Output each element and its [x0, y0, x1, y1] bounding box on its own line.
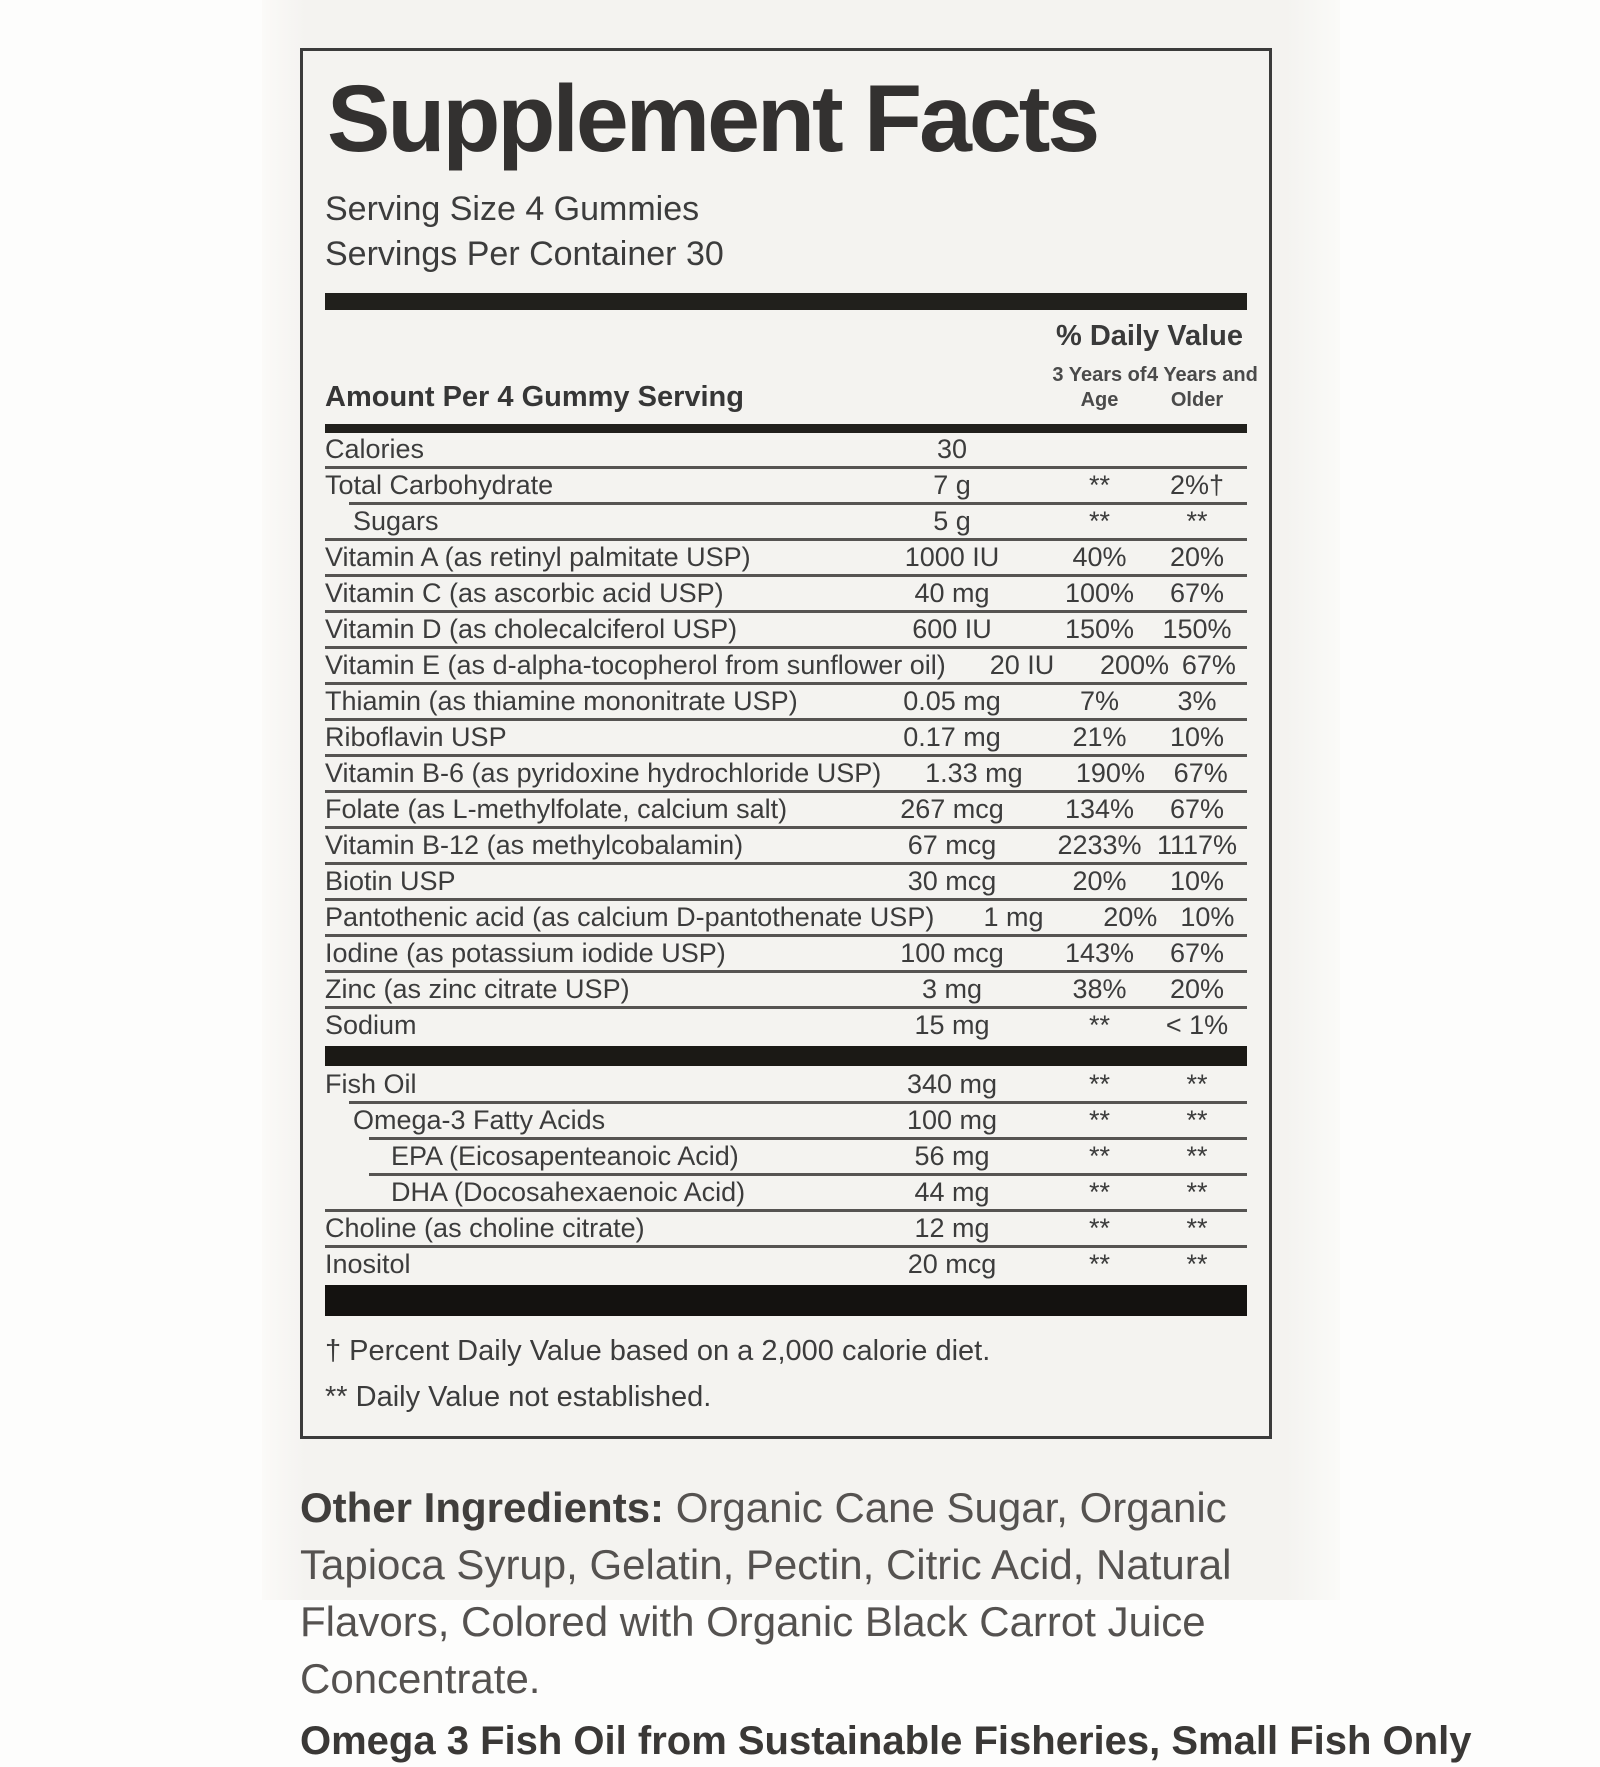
separator-bar: [325, 424, 1247, 433]
column-header-4-years: [1147, 363, 1258, 413]
daily-value-4-years: 3%: [1177, 686, 1217, 716]
nutrient-amount: 1 mg: [983, 902, 1044, 932]
nutrient-name: Total Carbohydrate: [325, 470, 554, 500]
column-header-line: Age: [1080, 389, 1119, 411]
daily-value-3-years: **: [1088, 1010, 1110, 1040]
nutrient-name: Zinc (as zinc citrate USP): [325, 974, 630, 1004]
nutrient-name: Sugars: [353, 506, 439, 536]
table-row: [325, 937, 1247, 970]
table-row: [325, 1104, 1247, 1137]
amount-per-serving-header: Amount Per 4 Gummy Serving: [325, 381, 744, 413]
nutrient-name: Biotin USP: [325, 866, 456, 896]
nutrient-amount: 15 mg: [914, 1010, 990, 1040]
daily-value-3-years: 21%: [1072, 722, 1127, 752]
nutrient-amount: 5 g: [933, 506, 971, 536]
table-row: [325, 1140, 1247, 1173]
daily-value-3-years: 150%: [1064, 614, 1135, 644]
daily-value-3-years: 190%: [1075, 758, 1145, 788]
nutrient-name: Riboflavin USP: [325, 722, 507, 752]
daily-value-4-years: 150%: [1162, 614, 1232, 644]
daily-value-4-years: **: [1186, 1069, 1208, 1099]
nutrient-name: Thiamin (as thiamine mononitrate USP): [325, 686, 798, 716]
sustainability-note: Omega 3 Fish Oil from Sustainable Fisheries, Small Fish Only: [300, 1719, 1472, 1763]
daily-value-3-years: **: [1088, 470, 1110, 500]
daily-value-3-years: 20%: [1103, 902, 1158, 932]
table-row: [325, 613, 1247, 646]
daily-value-4-years: 10%: [1180, 902, 1235, 932]
nutrient-name: Vitamin D (as cholecalciferol USP): [325, 614, 738, 644]
column-header-line: 3 Years of: [1052, 364, 1147, 386]
nutrient-name: Vitamin E (as d-alpha-tocopherol from sunflower oil): [325, 650, 946, 680]
daily-value-4-years: **: [1186, 1105, 1208, 1135]
other-ingredients-label: Other Ingredients:: [300, 1484, 665, 1531]
table-row: [325, 793, 1247, 826]
daily-value-4-years: 67%: [1169, 938, 1225, 968]
nutrient-name: Vitamin C (as ascorbic acid USP): [325, 578, 724, 608]
daily-value-3-years: 200%: [1099, 650, 1170, 680]
daily-value-3-years: 38%: [1072, 974, 1127, 1004]
daily-value-4-years: **: [1186, 1249, 1208, 1279]
nutrient-name: Pantothenic acid (as calcium D-pantothenate USP): [325, 902, 935, 932]
table-row: [325, 469, 1247, 502]
column-header-line: Older: [1170, 389, 1224, 411]
table-row: [325, 541, 1247, 574]
daily-value-4-years: 10%: [1169, 866, 1225, 896]
servings-per-container-line: Servings Per Container 30: [325, 235, 724, 273]
table-row: [325, 757, 1247, 790]
daily-value-3-years: **: [1088, 1105, 1110, 1135]
nutrient-name: Folate (as L-methylfolate, calcium salt): [325, 794, 788, 824]
table-row: [325, 1068, 1247, 1101]
table-row: [325, 721, 1247, 754]
nutrient-name: Vitamin A (as retinyl palmitate USP): [325, 542, 751, 572]
panel-title: Supplement Facts: [327, 66, 1098, 172]
daily-value-3-years: 2233%: [1057, 830, 1142, 860]
table-row: [325, 577, 1247, 610]
nutrient-amount: 30 mcg: [907, 866, 997, 896]
daily-value-4-years: 2%†: [1169, 470, 1225, 500]
daily-value-4-years: **: [1186, 1177, 1208, 1207]
daily-value-3-years: **: [1088, 1177, 1110, 1207]
separator-bar: [325, 1285, 1247, 1316]
table-row: [325, 973, 1247, 1006]
daily-value-3-years: 7%: [1079, 686, 1120, 716]
daily-value-4-years: **: [1186, 506, 1208, 536]
daily-value-4-years: 20%: [1169, 542, 1225, 572]
nutrient-amount: 1.33 mg: [925, 758, 1023, 788]
other-ingredients-paragraph: [300, 1479, 1272, 1707]
daily-value-3-years: 40%: [1072, 542, 1127, 572]
table-row: [325, 829, 1247, 862]
daily-value-header: % Daily Value: [1056, 320, 1243, 352]
daily-value-4-years: 20%: [1169, 974, 1225, 1004]
nutrient-name: DHA (Docosahexaenoic Acid): [391, 1177, 746, 1207]
daily-value-3-years: 143%: [1064, 938, 1135, 968]
nutrient-amount: 600 IU: [912, 614, 992, 644]
daily-value-4-years: 1117%: [1156, 830, 1238, 860]
column-header-line: 4 Years and: [1147, 364, 1258, 386]
daily-value-3-years: **: [1088, 1249, 1110, 1279]
nutrient-name: Choline (as choline citrate): [325, 1213, 645, 1243]
nutrient-amount: 340 mg: [906, 1069, 998, 1099]
table-row: [325, 433, 1247, 466]
nutrient-amount: 30: [936, 434, 968, 464]
other-ingredients-text: Organic Cane Sugar, Organic Tapioca Syrup, Gelatin, Pectin, Citric Acid, Natural Flavors, Colored with Organic Black Carrot Juice Concentrate.: [300, 1484, 1232, 1702]
nutrient-name: Inositol: [325, 1249, 411, 1279]
nutrient-name: Iodine (as potassium iodide USP): [325, 938, 726, 968]
daily-value-4-years: 67%: [1181, 650, 1236, 680]
nutrient-amount: 40 mg: [914, 578, 990, 608]
nutrient-name: Omega-3 Fatty Acids: [353, 1105, 606, 1135]
daily-value-header-group: [1052, 320, 1258, 413]
nutrient-amount: 7 g: [933, 470, 971, 500]
table-row: [325, 1176, 1247, 1209]
table-row: [325, 1248, 1247, 1281]
daily-value-3-years: **: [1088, 506, 1110, 536]
serving-size-line: Serving Size 4 Gummies: [325, 190, 700, 228]
table-row: [325, 685, 1247, 718]
nutrient-amount: 100 mg: [906, 1105, 998, 1135]
column-header-3-years: [1052, 363, 1147, 413]
nutrient-amount: 67 mcg: [907, 830, 997, 860]
nutrient-amount: 44 mg: [914, 1177, 990, 1207]
nutrient-table: [325, 433, 1247, 1316]
separator-bar: [325, 1046, 1247, 1066]
supplement-facts-panel: [300, 48, 1272, 1439]
nutrient-amount: 1000 IU: [904, 542, 1000, 572]
table-row: [325, 649, 1247, 682]
nutrient-amount: 20 IU: [989, 650, 1055, 680]
nutrient-name: Fish Oil: [325, 1069, 417, 1099]
separator-bar: [325, 293, 1247, 310]
daily-value-3-years: 100%: [1064, 578, 1135, 608]
nutrient-amount: 3 mg: [921, 974, 983, 1004]
nutrient-amount: 267 mcg: [900, 794, 1004, 824]
nutrient-name: EPA (Eicosapenteanoic Acid): [391, 1141, 739, 1171]
nutrient-amount: 0.05 mg: [903, 686, 1001, 716]
daily-value-3-years: **: [1088, 1069, 1110, 1099]
nutrient-name: Vitamin B-12 (as methylcobalamin): [325, 830, 744, 860]
footnote-daily-value: † Percent Daily Value based on a 2,000 calorie diet.: [325, 1335, 991, 1367]
footnote-not-established: ** Daily Value not established.: [325, 1381, 712, 1413]
daily-value-4-years: 67%: [1169, 578, 1225, 608]
table-row: [325, 865, 1247, 898]
daily-value-subheaders: [1052, 363, 1258, 413]
table-row: [325, 1009, 1247, 1042]
daily-value-4-years: 10%: [1169, 722, 1225, 752]
table-row: [325, 901, 1247, 934]
daily-value-3-years: 20%: [1072, 866, 1127, 896]
table-row: [325, 1212, 1247, 1245]
supplement-label: [300, 48, 1472, 1767]
nutrient-amount: 100 mcg: [900, 938, 1004, 968]
table-column-header: [325, 314, 1258, 418]
nutrient-amount: 12 mg: [914, 1213, 990, 1243]
daily-value-4-years: **: [1186, 1141, 1208, 1171]
daily-value-4-years: 67%: [1169, 794, 1225, 824]
daily-value-3-years: **: [1088, 1141, 1110, 1171]
table-row: [325, 505, 1247, 538]
nutrient-name: Sodium: [325, 1010, 417, 1040]
nutrient-amount: 56 mg: [914, 1141, 990, 1171]
daily-value-4-years: **: [1186, 1213, 1208, 1243]
daily-value-3-years: 134%: [1064, 794, 1135, 824]
daily-value-4-years: 67%: [1173, 758, 1228, 788]
nutrient-amount: 0.17 mg: [903, 722, 1001, 752]
nutrient-amount: 20 mcg: [907, 1249, 997, 1279]
daily-value-3-years: **: [1088, 1213, 1110, 1243]
daily-value-4-years: < 1%: [1165, 1010, 1229, 1040]
nutrient-name: Calories: [325, 434, 425, 464]
nutrient-name: Vitamin B-6 (as pyridoxine hydrochloride USP): [325, 758, 882, 788]
footnotes: [325, 1328, 1247, 1420]
